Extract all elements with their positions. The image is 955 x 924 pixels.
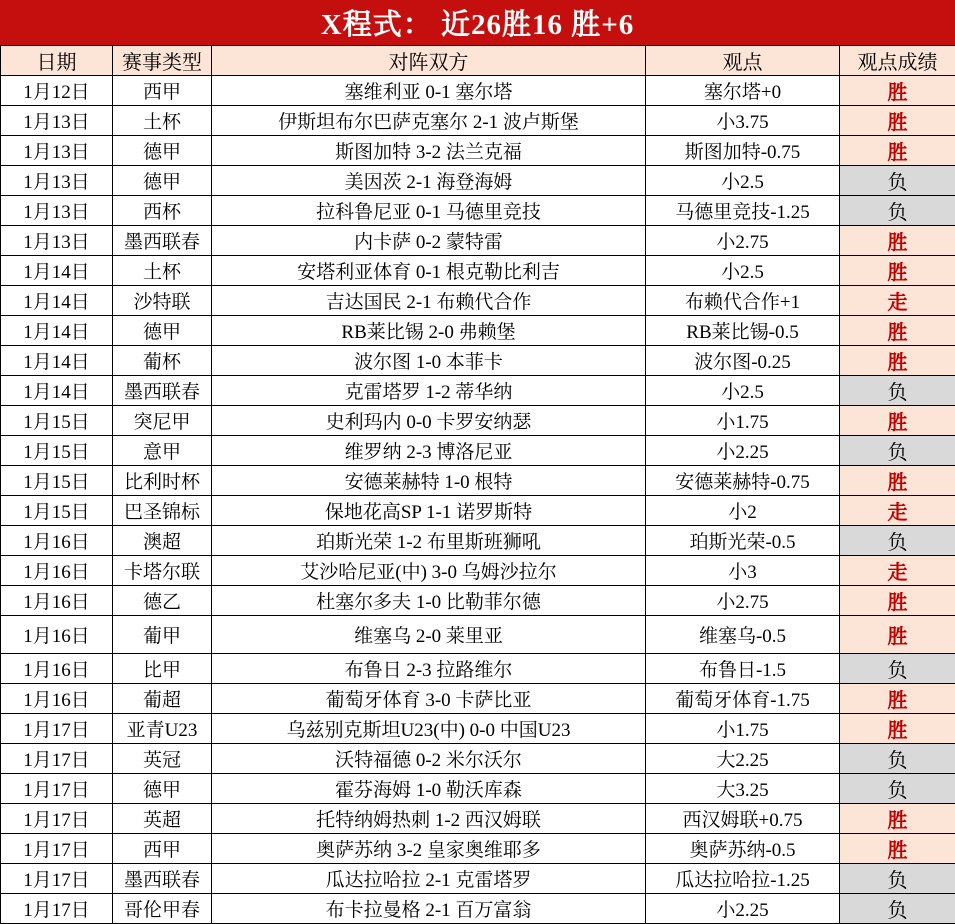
league-cell: 西杯 — [113, 196, 212, 226]
date-cell: 1月16日 — [1, 654, 113, 684]
match-cell: 安德莱赫特 1-0 根特 — [212, 466, 646, 496]
table-row — [1, 496, 955, 526]
league-cell: 土杯 — [113, 106, 212, 136]
table-row — [1, 196, 955, 226]
match-cell: 斯图加特 3-2 法兰克福 — [212, 136, 646, 166]
page-title: X程式： 近26胜16 胜+6 — [0, 0, 955, 45]
table-row — [1, 834, 955, 864]
view-cell: 小2.5 — [646, 376, 840, 406]
league-cell: 葡甲 — [113, 616, 212, 654]
match-cell: 杜塞尔多夫 1-0 比勒菲尔德 — [212, 586, 646, 616]
result-cell: 胜 — [840, 256, 955, 286]
league-cell: 德乙 — [113, 586, 212, 616]
result-cell: 胜 — [840, 76, 955, 106]
date-cell: 1月17日 — [1, 894, 113, 924]
table-row — [1, 894, 955, 924]
league-cell: 巴圣锦标 — [113, 496, 212, 526]
result-cell: 负 — [840, 774, 955, 804]
result-cell: 胜 — [840, 316, 955, 346]
view-cell: 斯图加特-0.75 — [646, 136, 840, 166]
table-body — [1, 76, 955, 924]
match-cell: 艾沙哈尼亚(中) 3-0 乌姆沙拉尔 — [212, 556, 646, 586]
result-cell: 负 — [840, 744, 955, 774]
result-cell: 负 — [840, 436, 955, 466]
match-cell: 史利玛内 0-0 卡罗安纳瑟 — [212, 406, 646, 436]
view-cell: 小2.25 — [646, 436, 840, 466]
match-cell: 葡萄牙体育 3-0 卡萨比亚 — [212, 684, 646, 714]
table-row — [1, 466, 955, 496]
table-row — [1, 556, 955, 586]
view-cell: RB莱比锡-0.5 — [646, 316, 840, 346]
table-row — [1, 256, 955, 286]
date-cell: 1月13日 — [1, 226, 113, 256]
match-cell: 布卡拉曼格 2-1 百万富翁 — [212, 894, 646, 924]
results-table — [0, 45, 955, 924]
date-cell: 1月17日 — [1, 804, 113, 834]
result-cell: 负 — [840, 526, 955, 556]
league-cell: 西甲 — [113, 834, 212, 864]
match-cell: 保地花高SP 1-1 诺罗斯特 — [212, 496, 646, 526]
col-header-league: 赛事类型 — [113, 46, 212, 76]
league-cell: 葡超 — [113, 684, 212, 714]
view-cell: 大3.25 — [646, 774, 840, 804]
view-cell: 小1.75 — [646, 406, 840, 436]
match-cell: 珀斯光荣 1-2 布里斯班狮吼 — [212, 526, 646, 556]
result-cell: 胜 — [840, 586, 955, 616]
col-header-match: 对阵双方 — [212, 46, 646, 76]
league-cell: 西甲 — [113, 76, 212, 106]
date-cell: 1月14日 — [1, 286, 113, 316]
table-row — [1, 714, 955, 744]
table-row — [1, 864, 955, 894]
date-cell: 1月16日 — [1, 616, 113, 654]
view-cell: 瓜达拉哈拉-1.25 — [646, 864, 840, 894]
table-row — [1, 526, 955, 556]
date-cell: 1月17日 — [1, 774, 113, 804]
view-cell: 维塞乌-0.5 — [646, 616, 840, 654]
match-cell: 波尔图 1-0 本菲卡 — [212, 346, 646, 376]
view-cell: 小2.25 — [646, 894, 840, 924]
table-row — [1, 586, 955, 616]
result-cell: 负 — [840, 894, 955, 924]
result-cell: 负 — [840, 864, 955, 894]
league-cell: 德甲 — [113, 774, 212, 804]
table-row — [1, 76, 955, 106]
league-cell: 葡杯 — [113, 346, 212, 376]
view-cell: 小1.75 — [646, 714, 840, 744]
match-cell: RB莱比锡 2-0 弗赖堡 — [212, 316, 646, 346]
league-cell: 卡塔尔联 — [113, 556, 212, 586]
result-cell: 胜 — [840, 106, 955, 136]
result-cell: 胜 — [840, 834, 955, 864]
league-cell: 意甲 — [113, 436, 212, 466]
table-row — [1, 106, 955, 136]
view-cell: 奥萨苏纳-0.5 — [646, 834, 840, 864]
col-header-result: 观点成绩 — [840, 46, 955, 76]
table-row — [1, 684, 955, 714]
date-cell: 1月14日 — [1, 316, 113, 346]
date-cell: 1月16日 — [1, 586, 113, 616]
date-cell: 1月15日 — [1, 496, 113, 526]
match-cell: 维罗纳 2-3 博洛尼亚 — [212, 436, 646, 466]
league-cell: 比甲 — [113, 654, 212, 684]
col-header-date: 日期 — [1, 46, 113, 76]
match-cell: 伊斯坦布尔巴萨克塞尔 2-1 波卢斯堡 — [212, 106, 646, 136]
league-cell: 突尼甲 — [113, 406, 212, 436]
league-cell: 比利时杯 — [113, 466, 212, 496]
view-cell: 波尔图-0.25 — [646, 346, 840, 376]
match-cell: 美因茨 2-1 海登海姆 — [212, 166, 646, 196]
match-cell: 安塔利亚体育 0-1 根克勒比利吉 — [212, 256, 646, 286]
date-cell: 1月13日 — [1, 136, 113, 166]
result-cell: 负 — [840, 376, 955, 406]
view-cell: 大2.25 — [646, 744, 840, 774]
table-row — [1, 346, 955, 376]
view-cell: 小2.75 — [646, 226, 840, 256]
date-cell: 1月14日 — [1, 376, 113, 406]
header-row — [1, 46, 955, 76]
view-cell: 小2.75 — [646, 586, 840, 616]
result-cell: 胜 — [840, 714, 955, 744]
league-cell: 德甲 — [113, 316, 212, 346]
date-cell: 1月17日 — [1, 864, 113, 894]
table-row — [1, 376, 955, 406]
result-cell: 胜 — [840, 616, 955, 654]
league-cell: 墨西联春 — [113, 376, 212, 406]
match-cell: 内卡萨 0-2 蒙特雷 — [212, 226, 646, 256]
match-cell: 塞维利亚 0-1 塞尔塔 — [212, 76, 646, 106]
table-row — [1, 436, 955, 466]
table-row — [1, 316, 955, 346]
date-cell: 1月16日 — [1, 556, 113, 586]
league-cell: 沙特联 — [113, 286, 212, 316]
league-cell: 墨西联春 — [113, 226, 212, 256]
date-cell: 1月16日 — [1, 684, 113, 714]
result-cell: 负 — [840, 166, 955, 196]
league-cell: 英冠 — [113, 744, 212, 774]
match-cell: 乌兹别克斯坦U23(中) 0-0 中国U23 — [212, 714, 646, 744]
match-cell: 沃特福德 0-2 米尔沃尔 — [212, 744, 646, 774]
match-cell: 维塞乌 2-0 莱里亚 — [212, 616, 646, 654]
view-cell: 布鲁日-1.5 — [646, 654, 840, 684]
date-cell: 1月14日 — [1, 346, 113, 376]
result-cell: 胜 — [840, 346, 955, 376]
result-cell: 胜 — [840, 466, 955, 496]
view-cell: 小3 — [646, 556, 840, 586]
view-cell: 小2 — [646, 496, 840, 526]
date-cell: 1月13日 — [1, 106, 113, 136]
view-cell: 珀斯光荣-0.5 — [646, 526, 840, 556]
league-cell: 土杯 — [113, 256, 212, 286]
date-cell: 1月13日 — [1, 196, 113, 226]
col-header-view: 观点 — [646, 46, 840, 76]
date-cell: 1月15日 — [1, 466, 113, 496]
match-cell: 克雷塔罗 1-2 蒂华纳 — [212, 376, 646, 406]
table-row — [1, 804, 955, 834]
date-cell: 1月15日 — [1, 436, 113, 466]
date-cell: 1月13日 — [1, 166, 113, 196]
league-cell: 德甲 — [113, 136, 212, 166]
table-row — [1, 136, 955, 166]
match-cell: 托特纳姆热刺 1-2 西汉姆联 — [212, 804, 646, 834]
result-cell: 胜 — [840, 804, 955, 834]
result-cell: 负 — [840, 654, 955, 684]
result-cell: 走 — [840, 496, 955, 526]
view-cell: 安德莱赫特-0.75 — [646, 466, 840, 496]
match-cell: 霍芬海姆 1-0 勒沃库森 — [212, 774, 646, 804]
view-cell: 西汉姆联+0.75 — [646, 804, 840, 834]
match-cell: 拉科鲁尼亚 0-1 马德里竞技 — [212, 196, 646, 226]
view-cell: 小2.5 — [646, 166, 840, 196]
league-cell: 墨西联春 — [113, 864, 212, 894]
result-cell: 走 — [840, 556, 955, 586]
view-cell: 马德里竞技-1.25 — [646, 196, 840, 226]
match-cell: 布鲁日 2-3 拉路维尔 — [212, 654, 646, 684]
date-cell: 1月16日 — [1, 526, 113, 556]
view-cell: 塞尔塔+0 — [646, 76, 840, 106]
table-row — [1, 406, 955, 436]
result-cell: 负 — [840, 196, 955, 226]
table-row — [1, 616, 955, 654]
view-cell: 布赖代合作+1 — [646, 286, 840, 316]
league-cell: 澳超 — [113, 526, 212, 556]
result-cell: 胜 — [840, 226, 955, 256]
table-row — [1, 166, 955, 196]
view-cell: 小3.75 — [646, 106, 840, 136]
league-cell: 德甲 — [113, 166, 212, 196]
date-cell: 1月17日 — [1, 834, 113, 864]
date-cell: 1月17日 — [1, 714, 113, 744]
result-cell: 胜 — [840, 136, 955, 166]
table-row — [1, 774, 955, 804]
result-cell: 走 — [840, 286, 955, 316]
match-cell: 吉达国民 2-1 布赖代合作 — [212, 286, 646, 316]
league-cell: 亚青U23 — [113, 714, 212, 744]
view-cell: 小2.5 — [646, 256, 840, 286]
result-cell: 胜 — [840, 684, 955, 714]
date-cell: 1月14日 — [1, 256, 113, 286]
table-row — [1, 654, 955, 684]
date-cell: 1月17日 — [1, 744, 113, 774]
league-cell: 英超 — [113, 804, 212, 834]
result-cell: 胜 — [840, 406, 955, 436]
table-row — [1, 226, 955, 256]
date-cell: 1月15日 — [1, 406, 113, 436]
view-cell: 葡萄牙体育-1.75 — [646, 684, 840, 714]
table-row — [1, 286, 955, 316]
date-cell: 1月12日 — [1, 76, 113, 106]
league-cell: 哥伦甲春 — [113, 894, 212, 924]
table-row — [1, 744, 955, 774]
match-cell: 瓜达拉哈拉 2-1 克雷塔罗 — [212, 864, 646, 894]
match-cell: 奥萨苏纳 3-2 皇家奥维耶多 — [212, 834, 646, 864]
